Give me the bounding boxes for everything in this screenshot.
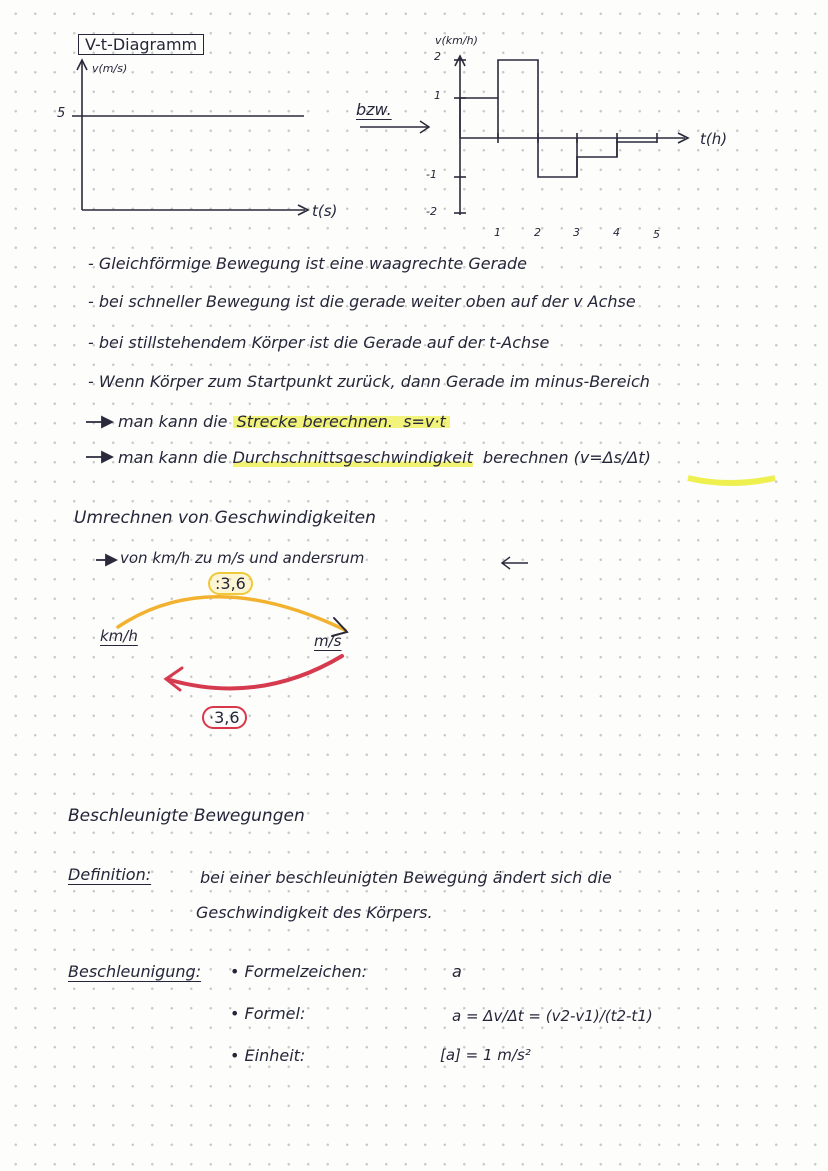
definition-label: Definition: bbox=[68, 865, 152, 884]
accelerated-heading: Beschleunigte Bewegungen bbox=[68, 806, 305, 826]
bullet-3: - bei stillstehendem Körper ist die Gerade auf der t-Achse bbox=[88, 333, 550, 352]
right-y-tick-minus-2: -2 bbox=[426, 205, 437, 218]
bullet-4: - Wenn Körper zum Startpunkt zurück, dann Gerade im minus-Bereich bbox=[88, 372, 650, 391]
arrow-line-1-highlight bbox=[233, 412, 450, 431]
bullet-1: - Gleichförmige Bewegung ist eine waagrechte Gerade bbox=[88, 254, 528, 273]
acceleration-label: Beschleunigung: bbox=[68, 962, 202, 981]
definition-line-1: bei einer beschleunigten Bewegung ändert sich die bbox=[200, 868, 612, 887]
arrow-line-2-formula: (v=Δs/Δt) bbox=[573, 448, 651, 467]
left-y-value-label: 5 bbox=[57, 106, 66, 121]
right-y-tick-2: 2 bbox=[434, 50, 441, 63]
top-arrow bbox=[118, 597, 345, 630]
item-formelzeichen-label: • Formelzeichen: bbox=[230, 962, 367, 981]
strecke-formula: s=v·t bbox=[403, 412, 446, 431]
left-y-axis-label: v(m/s) bbox=[92, 62, 128, 75]
right-y-tick-1: 1 bbox=[434, 89, 441, 102]
right-x-tick-2: 2 bbox=[534, 226, 541, 239]
diagram-title: V-t-Diagramm bbox=[78, 34, 204, 55]
bzw-label: bzw. bbox=[356, 100, 392, 119]
right-x-tick-4: 4 bbox=[613, 226, 620, 239]
left-vt-diagram bbox=[72, 60, 308, 215]
arrow-line-2-suffix: berechnen bbox=[483, 448, 569, 467]
bottom-arrow bbox=[170, 656, 342, 688]
arrow-line-2-prefix: man kann die bbox=[118, 448, 228, 467]
left-unit: km/h bbox=[100, 627, 138, 645]
strecke-text: Strecke berechnen. bbox=[236, 412, 394, 431]
step-function bbox=[460, 60, 657, 177]
right-x-axis-label: t(h) bbox=[700, 130, 728, 148]
bottom-operation: ·3,6 bbox=[202, 706, 247, 729]
bullet-2: - bei schneller Bewegung ist die gerade weiter oben auf der v Achse bbox=[88, 292, 636, 311]
right-vt-diagram bbox=[454, 56, 688, 215]
right-unit: m/s bbox=[314, 632, 342, 650]
conversion-heading: Umrechnen von Geschwindigkeiten bbox=[74, 508, 376, 528]
right-x-tick-1: 1 bbox=[494, 226, 501, 239]
right-x-tick-5: 5 bbox=[653, 228, 660, 241]
back-arrow bbox=[502, 557, 528, 569]
arrow-line-1-prefix: man kann die bbox=[118, 412, 228, 431]
right-y-axis-label: v(km/h) bbox=[435, 34, 478, 47]
item-formel-label: • Formel: bbox=[230, 1004, 306, 1023]
item-einheit-label: • Einheit: bbox=[230, 1046, 306, 1065]
right-x-tick-3: 3 bbox=[573, 226, 580, 239]
bottom-arrowhead bbox=[166, 668, 182, 690]
definition-line-2: Geschwindigkeit des Körpers. bbox=[196, 903, 433, 922]
item-formelzeichen-value: a bbox=[452, 962, 462, 981]
arrow-line-1 bbox=[118, 412, 450, 431]
item-formel-value: a = Δv/Δt = (v2-v1)/(t2-t1) bbox=[452, 1007, 653, 1025]
conversion-subline: von km/h zu m/s und andersrum bbox=[120, 549, 365, 567]
arrow-line-2 bbox=[118, 448, 651, 467]
item-einheit-value: [a] = 1 m/s² bbox=[440, 1046, 531, 1064]
top-operation: :3,6 bbox=[208, 572, 253, 595]
bullet-arrows bbox=[86, 417, 116, 565]
right-y-tick-minus-1: -1 bbox=[426, 168, 437, 181]
conversion-arrows bbox=[118, 597, 347, 690]
formula-highlight bbox=[688, 478, 775, 483]
bzw-arrow bbox=[360, 121, 429, 133]
left-x-axis-label: t(s) bbox=[312, 202, 338, 220]
arrow-line-2-highlight: Durchschnittsgeschwindigkeit bbox=[232, 448, 473, 467]
